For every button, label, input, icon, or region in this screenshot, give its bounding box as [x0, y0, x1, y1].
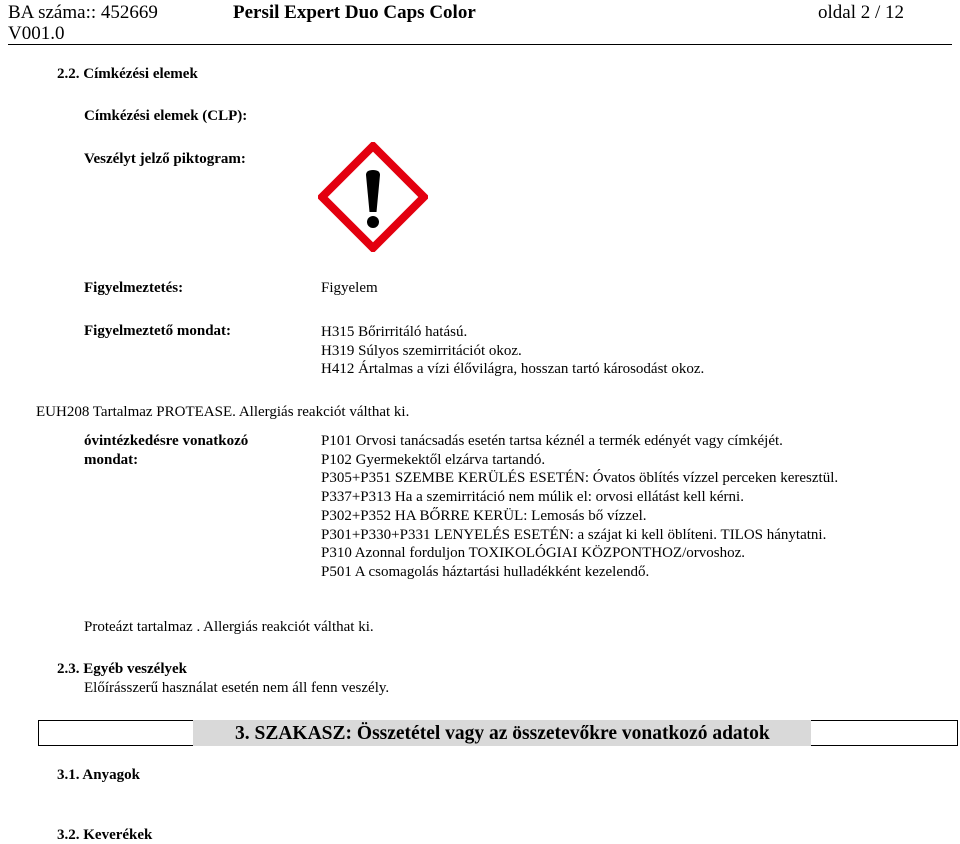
section-3-banner — [38, 720, 958, 746]
section-2-3-heading: 2.3. Egyéb veszélyek — [57, 661, 187, 677]
section-2-2-heading: 2.2. Címkézési elemek — [57, 66, 198, 82]
pictogram-label: Veszélyt jelző piktogram: — [84, 151, 246, 167]
header-left — [8, 2, 158, 44]
euh-statement: EUH208 Tartalmaz PROTEASE. Allergiás reakciót válthat ki. — [36, 404, 410, 420]
precaution-statement: P337+P313 Ha a szemirritáció nem múlik el: orvosi ellátást kell kérni. — [321, 489, 744, 506]
precaution-statement: P302+P352 HA BŐRRE KERÜL: Lemosás bő vízzel. — [321, 507, 647, 524]
page-number: oldal 2 / 12 — [818, 2, 905, 23]
product-title: Persil Expert Duo Caps Color — [233, 2, 476, 23]
version: V001.0 — [8, 23, 65, 44]
hazard-statements — [321, 323, 704, 379]
precaution-statement: P310 Azonnal forduljon TOXIKOLÓGIAI KÖZPONTHOZ/orvoshoz. — [321, 545, 745, 562]
precaution-statement: P305+P351 SZEMBE KERÜLÉS ESETÉN: Óvatos öblítés vízzel perceken keresztül. — [321, 470, 839, 487]
other-hazards-text: Előírásszerű használat esetén nem áll fenn veszély. — [84, 680, 390, 696]
exclamation-mark-diamond-icon — [318, 142, 428, 252]
page-header — [0, 0, 960, 44]
warning-value: Figyelem — [321, 280, 378, 296]
section-3-1-heading: 3.1. Anyagok — [57, 767, 140, 783]
hazard-label: Figyelmeztető mondat: — [84, 323, 232, 339]
precaution-label — [84, 432, 248, 469]
section-3-2-heading: 3.2. Keverékek — [57, 827, 153, 843]
clp-label: Címkézési elemek (CLP): — [84, 108, 248, 124]
precaution-statement: P301+P330+P331 LENYELÉS ESETÉN: a szájat ki kell öblíteni. TILOS hánytatni. — [321, 526, 827, 543]
exclamation-dot — [367, 216, 379, 228]
protease-note: Proteázt tartalmaz . Allergiás reakciót válthat ki. — [84, 619, 374, 635]
hazard-statement: H315 Bőrirritáló hatású. — [321, 324, 468, 340]
precaution-statement: P102 Gyermekektől elzárva tartandó. — [321, 451, 546, 468]
warning-label: Figyelmeztetés: — [84, 280, 184, 296]
precaution-label-line: mondat: — [84, 451, 139, 468]
hazard-statement: H412 Ártalmas a vízi élővilágra, hosszan tartó károsodást okoz. — [321, 361, 705, 377]
precaution-label-line: óvintézkedésre vonatkozó — [84, 433, 249, 449]
precaution-statement: P101 Orvosi tanácsadás esetén tartsa kéznél a termék edényét vagy címkéjét. — [321, 433, 783, 449]
hazard-statement: H319 Súlyos szemirritációt okoz. — [321, 342, 522, 359]
precaution-statement: P501 A csomagolás háztartási hulladékként kezelendő. — [321, 563, 650, 580]
header-divider — [8, 44, 952, 45]
section-3-heading: 3. SZAKASZ: Összetétel vagy az összetevőkre vonatkozó adatok — [235, 723, 770, 744]
ba-number: BA száma:: 452669 — [8, 2, 158, 23]
precaution-list — [321, 432, 838, 582]
